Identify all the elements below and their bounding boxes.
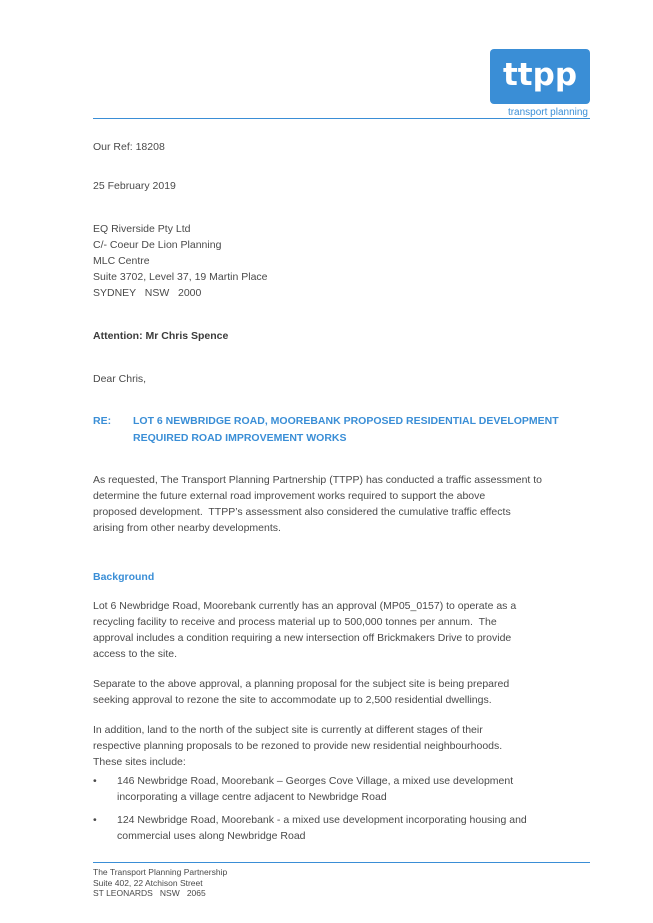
text-line: proposed development. TTPP’s assessment also considered the cumulative traffic effects: [93, 506, 511, 518]
text-line: These sites include:: [93, 756, 186, 768]
text-line: seeking approval to rezone the site to accommodate up to 2,500 residential dwellings.: [93, 694, 492, 706]
text-line: As requested, The Transport Planning Partnership (TTPP) has conducted a traffic assessment to: [93, 474, 543, 486]
address-line: MLC Centre: [93, 255, 150, 267]
text-line: approval includes a condition requiring a new intersection off Brickmakers Drive to provide: [93, 632, 512, 644]
re-subject-line: LOT 6 NEWBRIDGE ROAD, MOOREBANK PROPOSED RESIDENTIAL DEVELOPMENT: [133, 415, 559, 427]
address-line: Suite 3702, Level 37, 19 Martin Place: [93, 271, 268, 283]
background-paragraph-2: [93, 676, 509, 708]
background-heading: Background: [93, 571, 155, 583]
address-line: SYDNEY NSW 2000: [93, 287, 202, 299]
logo-tagline: transport planning: [507, 107, 588, 118]
footer-line: ST LEONARDS NSW 2065: [93, 888, 206, 898]
background-paragraph-3: [93, 722, 502, 770]
attention-line: Attention: Mr Chris Spence: [93, 330, 229, 342]
background-paragraph-1: [93, 598, 516, 662]
text-line: determine the future external road improvement works required to support the above: [93, 490, 486, 502]
text-line: In addition, land to the north of the subject site is currently at different stages of their: [93, 724, 483, 736]
text-line: arising from other nearby developments.: [93, 522, 281, 534]
text-line: 124 Newbridge Road, Moorebank - a mixed use development incorporating housing and: [117, 814, 527, 826]
list-item: [117, 773, 513, 805]
text-line: Lot 6 Newbridge Road, Moorebank currently has an approval (MP05_0157) to operate as a: [93, 600, 517, 612]
text-line: access to the site.: [93, 648, 178, 660]
re-label: RE:: [93, 415, 112, 427]
footer-line: The Transport Planning Partnership: [93, 867, 228, 877]
re-subject-line: REQUIRED ROAD IMPROVEMENT WORKS: [133, 432, 347, 444]
footer-rule: [93, 862, 590, 863]
text-line: Separate to the above approval, a planning proposal for the subject site is being prepared: [93, 678, 510, 690]
re-subject: [133, 413, 559, 447]
ttpp-logo: [490, 49, 590, 104]
text-line: respective planning proposals to be rezoned to provide new residential neighbourhoods.: [93, 740, 503, 752]
header-rule: [93, 118, 590, 119]
text-line: recycling facility to receive and process material up to 500,000 tonnes per annum. The: [93, 616, 497, 628]
letter-date: 25 February 2019: [93, 180, 176, 192]
text-line: commercial uses along Newbridge Road: [117, 830, 306, 842]
text-line: incorporating a village centre adjacent to Newbridge Road: [117, 791, 387, 803]
reference: Our Ref: 18208: [93, 141, 165, 153]
intro-paragraph: [93, 472, 542, 536]
bullet-icon: •: [93, 775, 97, 787]
text-line: 146 Newbridge Road, Moorebank – Georges Cove Village, a mixed use development: [117, 775, 514, 787]
footer-address: [93, 867, 227, 899]
address-line: EQ Riverside Pty Ltd: [93, 223, 191, 235]
salutation: Dear Chris,: [93, 373, 147, 385]
list-item: [117, 812, 527, 844]
address-line: C/- Coeur De Lion Planning: [93, 239, 222, 251]
bullet-icon: •: [93, 814, 97, 826]
footer-line: Suite 402, 22 Atchison Street: [93, 877, 203, 888]
logo-mark: ttpp: [502, 57, 578, 93]
